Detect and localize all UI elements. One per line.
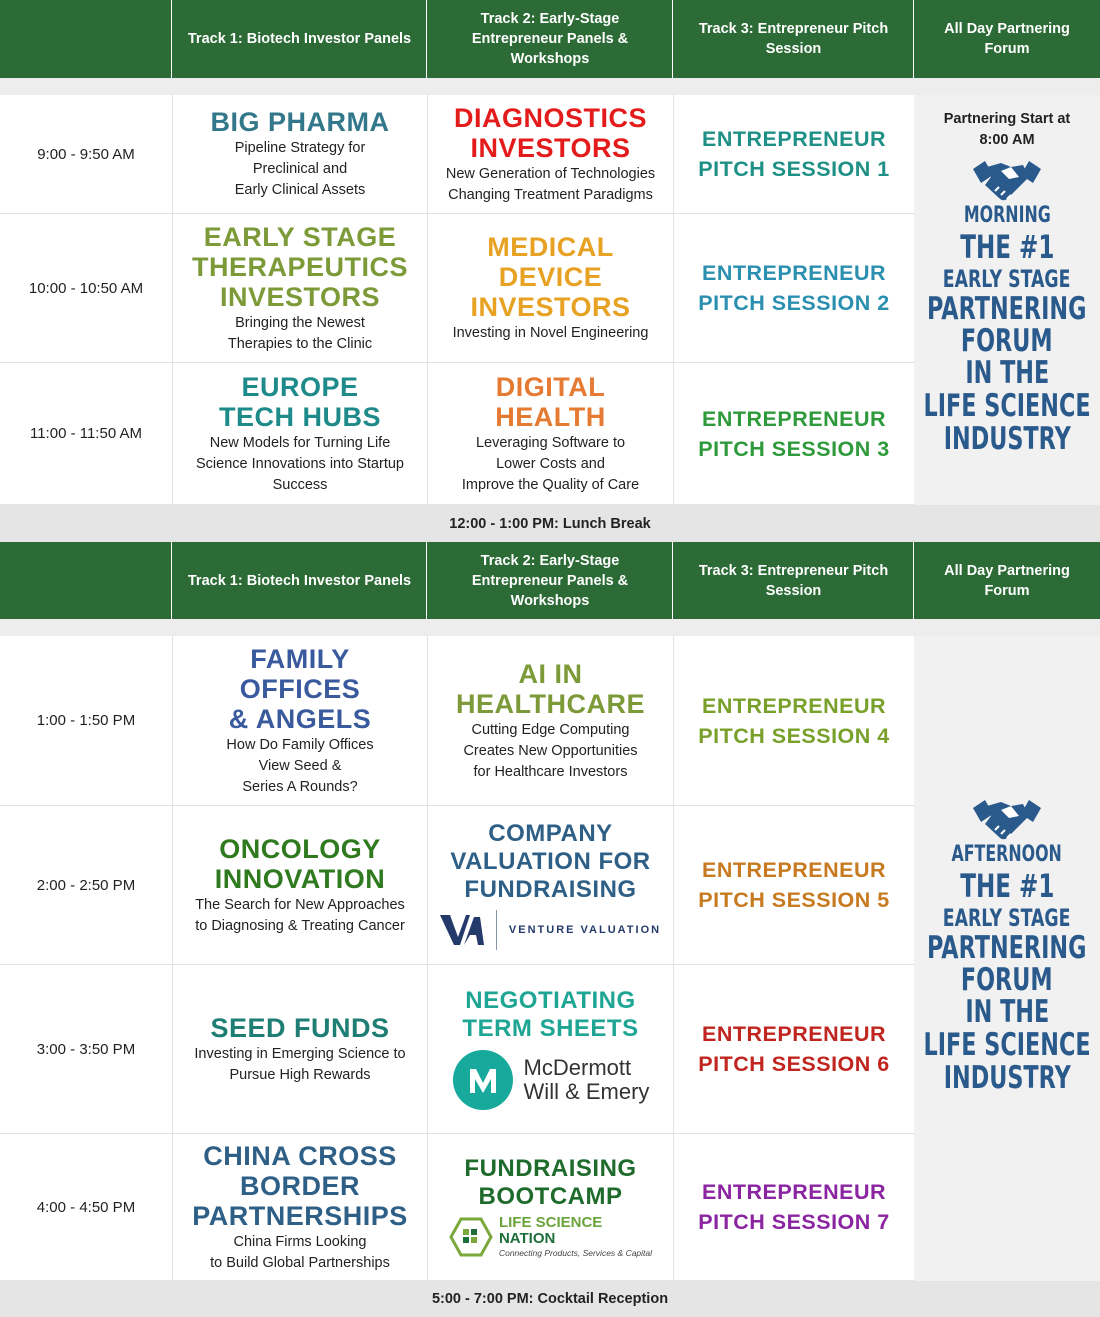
forum-label: AFTERNOON: [951, 842, 1063, 867]
panel-subtitle: Investing in Emerging Science to Pursue High Rewards: [194, 1045, 406, 1083]
pitch-cell: [673, 1134, 914, 1281]
pitch-cell: [673, 95, 914, 214]
mcdermott-text: McDermott: [523, 1055, 632, 1080]
panel-subtitle: Cutting Edge Computing Creates New Opportunities for Healthcare Investors: [463, 721, 638, 780]
forum-line: FORUM: [961, 962, 1053, 998]
forum-line: EARLY STAGE: [943, 904, 1071, 932]
time-slot: 3:00 - 3:50 PM: [0, 965, 172, 1134]
pitch-session-title: ENTREPRENEUR PITCH SESSION 3: [698, 406, 890, 461]
mcdermott-mark-icon: [452, 1049, 514, 1111]
forum-afternoon: [914, 636, 1100, 1281]
panel-title: CHINA CROSS BORDER PARTNERSHIPS: [192, 1140, 408, 1231]
venture-valuation-logo: [440, 910, 661, 950]
header-track2: Track 2: Early-Stage Entrepreneur Panels & Workshops: [471, 11, 629, 67]
panel-title: DIAGNOSTICS INVESTORS: [453, 102, 647, 163]
panel-title: DIGITAL HEALTH: [495, 371, 606, 432]
schedule-header-morning: [0, 0, 1100, 78]
pitch-session-title: ENTREPRENEUR PITCH SESSION 6: [698, 1022, 890, 1076]
panel-title: FAMILY OFFICES & ANGELS: [228, 643, 372, 734]
pitch-session-title: ENTREPRENEUR PITCH SESSION 2: [698, 261, 890, 315]
panel-subtitle: The Search for New Approaches to Diagnosing & Treating Cancer: [195, 896, 405, 934]
forum-line: THE #1: [959, 228, 1055, 266]
pitch-cell: [673, 965, 914, 1134]
mcdermott-wordmark: [524, 1056, 650, 1104]
forum-line: IN THE: [965, 355, 1049, 391]
mcdermott-text: Will & Emery: [523, 1079, 650, 1104]
panel-subtitle: How Do Family Offices View Seed & Series A Rounds?: [226, 736, 374, 795]
lsn-text: LIFE SCIENCE: [498, 1214, 603, 1231]
cocktail-reception-band: 5:00 - 7:00 PM: Cocktail Reception: [0, 1281, 1100, 1317]
pitch-cell: [673, 806, 914, 965]
mcdermott-logo: [452, 1049, 650, 1111]
forum-line: EARLY STAGE: [943, 265, 1071, 293]
handshake-icon: [971, 155, 1043, 205]
forum-start-time: Partnering Start at 8:00 AM: [943, 111, 1071, 148]
spacer: [0, 619, 1100, 636]
panel-subtitle: New Models for Turning Life Science Innovations into Startup Success: [196, 434, 404, 493]
panel-cell: [172, 1134, 427, 1281]
panel-subtitle: Bringing the Newest Therapies to the Clinic: [227, 314, 373, 352]
panel-title: NEGOTIATING TERM SHEETS: [462, 987, 639, 1042]
pitch-cell: [673, 214, 914, 363]
panel-cell: [427, 1134, 673, 1281]
panel-cell: [427, 806, 673, 965]
time-slot: 11:00 - 11:50 AM: [0, 363, 172, 505]
panel-cell: [172, 965, 427, 1134]
life-science-nation-logo: [449, 1215, 652, 1259]
panel-title: EUROPE TECH HUBS: [218, 371, 381, 432]
forum-line: PARTNERING: [927, 291, 1087, 327]
time-slot: 1:00 - 1:50 PM: [0, 636, 172, 806]
forum-line: IN THE: [965, 994, 1049, 1030]
forum-line: LIFE SCIENCE: [923, 388, 1091, 424]
lsn-text: NATION: [498, 1230, 556, 1247]
forum-line: FORUM: [961, 323, 1053, 359]
panel-cell: [172, 806, 427, 965]
time-slot: 4:00 - 4:50 PM: [0, 1134, 172, 1281]
header-track1: Track 1: Biotech Investor Panels: [187, 31, 412, 47]
time-slot: 2:00 - 2:50 PM: [0, 806, 172, 965]
panel-title: MEDICAL DEVICE INVESTORS: [470, 232, 631, 322]
lsn-wordmark: [499, 1215, 652, 1259]
pitch-session-title: ENTREPRENEUR PITCH SESSION 1: [698, 127, 890, 181]
panel-cell: [172, 636, 427, 806]
time-slot: 10:00 - 10:50 AM: [0, 214, 172, 363]
panel-title: FUNDRAISING BOOTCAMP: [464, 1155, 637, 1210]
panel-title: ONCOLOGY INNOVATION: [214, 833, 386, 894]
venture-valuation-mark-icon: [440, 913, 484, 947]
panel-cell: [427, 965, 673, 1134]
panel-title: SEED FUNDS: [210, 1012, 390, 1043]
time-slot: 9:00 - 9:50 AM: [0, 95, 172, 214]
logo-divider: [496, 910, 497, 950]
lunch-break-band: 12:00 - 1:00 PM: Lunch Break: [0, 505, 1100, 542]
header-track4: All Day Partnering Forum: [944, 21, 1070, 57]
panel-subtitle: Pipeline Strategy for Preclinical and Early Clinical Assets: [234, 140, 366, 198]
panel-subtitle: New Generation of Technologies Changing Treatment Paradigms: [445, 165, 656, 203]
panel-cell: [172, 214, 427, 363]
header-track4: All Day Partnering Forum: [944, 562, 1070, 599]
panel-cell: [172, 363, 427, 505]
header-track2: Track 2: Early-Stage Entrepreneur Panels & Workshops: [471, 552, 629, 609]
forum-line: THE #1: [959, 867, 1055, 905]
pitch-cell: [673, 363, 914, 505]
forum-line: LIFE SCIENCE: [923, 1027, 1091, 1063]
life-science-nation-mark-icon: [449, 1217, 493, 1257]
panel-cell: [427, 214, 673, 363]
panel-cell: [427, 95, 673, 214]
panel-title: COMPANY VALUATION FOR FUNDRAISING: [450, 820, 651, 903]
spacer: [0, 78, 1100, 95]
panel-subtitle: Leveraging Software to Lower Costs and Improve the Quality of Care: [461, 434, 640, 493]
forum-line: INDUSTRY: [943, 421, 1071, 457]
header-track1: Track 1: Biotech Investor Panels: [187, 572, 412, 589]
header-track3: Track 3: Entrepreneur Pitch Session: [698, 562, 889, 599]
panel-cell: [427, 636, 673, 806]
pitch-session-title: ENTREPRENEUR PITCH SESSION 7: [698, 1180, 890, 1234]
panel-cell: [427, 363, 673, 505]
handshake-icon: [971, 794, 1043, 844]
panel-subtitle: Investing in Novel Engineering: [452, 325, 649, 341]
panel-title: EARLY STAGE THERAPEUTICS INVESTORS: [191, 221, 408, 312]
panel-title: AI IN HEALTHCARE: [456, 658, 645, 719]
pitch-session-title: ENTREPRENEUR PITCH SESSION 4: [698, 693, 890, 748]
forum-label: MORNING: [963, 203, 1051, 228]
lsn-tagline: Connecting Products, Services & Capital: [498, 1248, 653, 1258]
header-track3: Track 3: Entrepreneur Pitch Session: [698, 21, 889, 57]
panel-cell: [172, 95, 427, 214]
panel-title: BIG PHARMA: [210, 107, 390, 137]
schedule-header-afternoon: [0, 542, 1100, 619]
forum-line: INDUSTRY: [943, 1060, 1071, 1096]
pitch-session-title: ENTREPRENEUR PITCH SESSION 5: [698, 858, 890, 912]
venture-valuation-text: VENTURE VALUATION: [508, 924, 662, 936]
pitch-cell: [673, 636, 914, 806]
forum-morning: [914, 95, 1100, 505]
forum-line: PARTNERING: [927, 930, 1087, 966]
panel-subtitle: China Firms Looking to Build Global Partnerships: [210, 1233, 390, 1271]
